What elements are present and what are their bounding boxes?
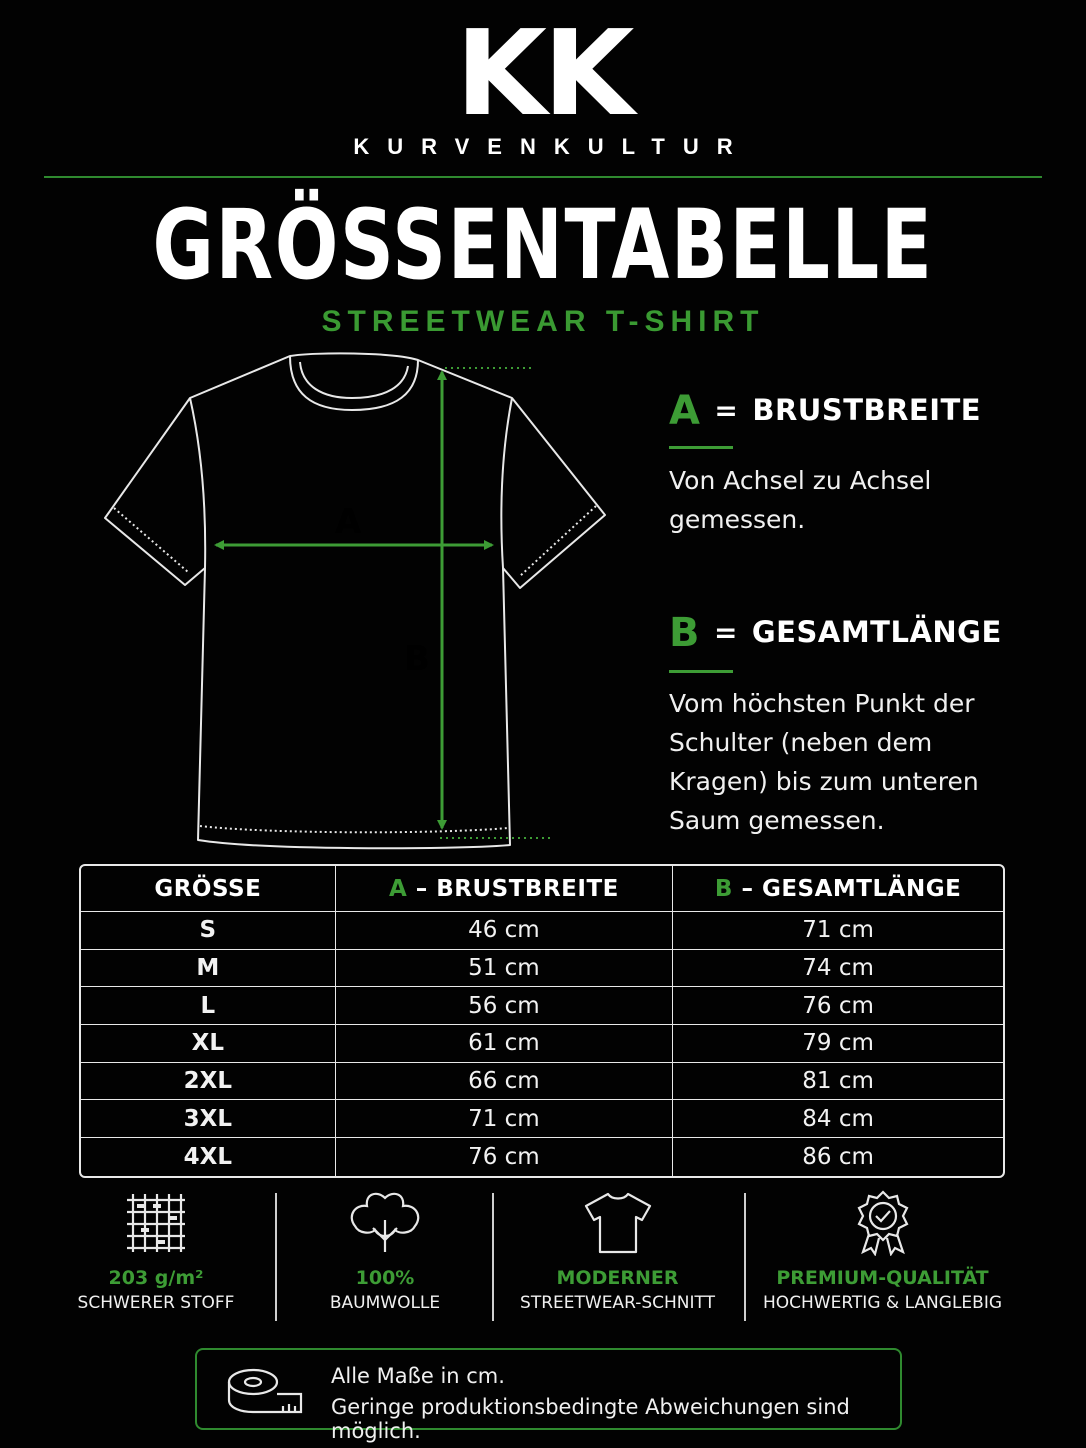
fabric-weave-icon (123, 1190, 189, 1256)
brand-wordmark: KURVENKULTUR (353, 134, 751, 159)
legend-b-equals: = (713, 616, 738, 649)
table-row (81, 1100, 1003, 1138)
cell-length: 84 cm (673, 1100, 1003, 1138)
cell-chest: 71 cm (336, 1100, 674, 1138)
tshirt-measurement-diagram (100, 350, 660, 855)
feature-cotton-title: 100% (355, 1267, 415, 1289)
page-subtitle: STREETWEAR T-SHIRT (321, 305, 765, 338)
cell-length: 86 cm (802, 1143, 874, 1170)
table-row (81, 950, 1003, 988)
legend-a (669, 388, 981, 434)
header-length: B – GESAMTLÄNGE (673, 866, 1003, 912)
legend-b-name: GESAMTLÄNGE (751, 615, 1002, 649)
feature-cut (505, 1190, 730, 1313)
table-row (81, 1025, 1003, 1063)
size-table (79, 864, 1005, 1178)
header-divider (44, 176, 1042, 178)
cell-size: 3XL (81, 1100, 336, 1138)
quality-badge-icon (853, 1190, 913, 1256)
table-row (81, 1063, 1003, 1101)
legend-a-name: BRUSTBREITE (752, 393, 982, 427)
legend-a-underline (669, 446, 733, 449)
feature-quality-title: PREMIUM-QUALITÄT (776, 1267, 989, 1289)
legend-b-desc-line: Vom höchsten Punkt der (669, 689, 975, 718)
feature-fabric-title: 203 g/m² (108, 1267, 204, 1289)
legend-a-equals: = (714, 394, 738, 427)
legend-a-letter: A (669, 388, 700, 434)
page-title: GRÖSSENTABELLE (152, 189, 934, 301)
feature-divider (275, 1193, 277, 1321)
legend-b (669, 610, 1002, 656)
label-b: B (404, 639, 430, 679)
legend-b-letter: B (669, 610, 700, 656)
feature-divider (492, 1193, 494, 1321)
cell-size: S (81, 912, 336, 950)
feature-fabric-subtitle: SCHWERER STOFF (77, 1293, 235, 1313)
cell-size: M (81, 950, 336, 988)
legend-b-desc-line: Saum gemessen. (669, 806, 885, 835)
cell-chest: 66 cm (336, 1063, 674, 1101)
tshirt-icon (582, 1190, 654, 1256)
cell-size: L (81, 987, 336, 1025)
label-a: A (335, 502, 362, 542)
table-row (81, 912, 1003, 950)
legend-b-underline (669, 670, 733, 673)
table-row (81, 987, 1003, 1025)
cell-size: XL (81, 1025, 336, 1063)
measurement-note (195, 1348, 902, 1443)
cell-chest: 61 cm (336, 1025, 674, 1063)
header-chest: A – BRUSTBREITE (336, 866, 674, 912)
feature-quality (755, 1190, 1010, 1313)
note-line-1: Alle Maße in cm. (331, 1364, 505, 1388)
cell-length: 71 cm (673, 912, 1003, 950)
cell-chest: 51 cm (336, 950, 674, 988)
cell-length: 79 cm (673, 1025, 1003, 1063)
cell-size: 2XL (81, 1063, 336, 1101)
note-line-2: Geringe produktionsbedingte Abweichungen sind möglich. (331, 1395, 850, 1443)
measuring-tape-icon (225, 1364, 305, 1418)
cell-size: 4XL (81, 1138, 336, 1176)
legend-b-description (669, 684, 979, 840)
cotton-icon (345, 1190, 425, 1256)
feature-cotton (290, 1190, 480, 1313)
cell-length: 81 cm (673, 1063, 1003, 1101)
legend-b-desc-line: Kragen) bis zum unteren (669, 767, 979, 796)
table-header-row (81, 866, 1003, 912)
legend-b-desc-line: Schulter (neben dem (669, 728, 933, 757)
table-row (81, 1138, 1003, 1176)
cell-chest: 76 cm (336, 1138, 674, 1176)
header-size: GRÖSSE (81, 866, 336, 912)
legend-a-description (669, 461, 931, 539)
cell-chest: 56 cm (336, 987, 674, 1025)
cell-length: 76 cm (673, 987, 1003, 1025)
legend-a-desc-line: gemessen. (669, 505, 806, 534)
feature-cotton-subtitle: BAUMWOLLE (329, 1293, 441, 1313)
legend-a-desc-line: Von Achsel zu Achsel (669, 466, 932, 495)
tshirt-outline-icon (105, 353, 605, 848)
feature-cut-title: MODERNER (556, 1267, 679, 1289)
cell-chest: 46 cm (336, 912, 674, 950)
cell-length: 74 cm (673, 950, 1003, 988)
feature-quality-subtitle: HOCHWERTIG & LANGLEBIG (762, 1293, 1003, 1313)
feature-fabric (60, 1190, 252, 1313)
brand-logo-mark: KK (455, 4, 631, 142)
feature-divider (744, 1193, 746, 1321)
feature-cut-subtitle: STREETWEAR-SCHNITT (520, 1293, 715, 1313)
